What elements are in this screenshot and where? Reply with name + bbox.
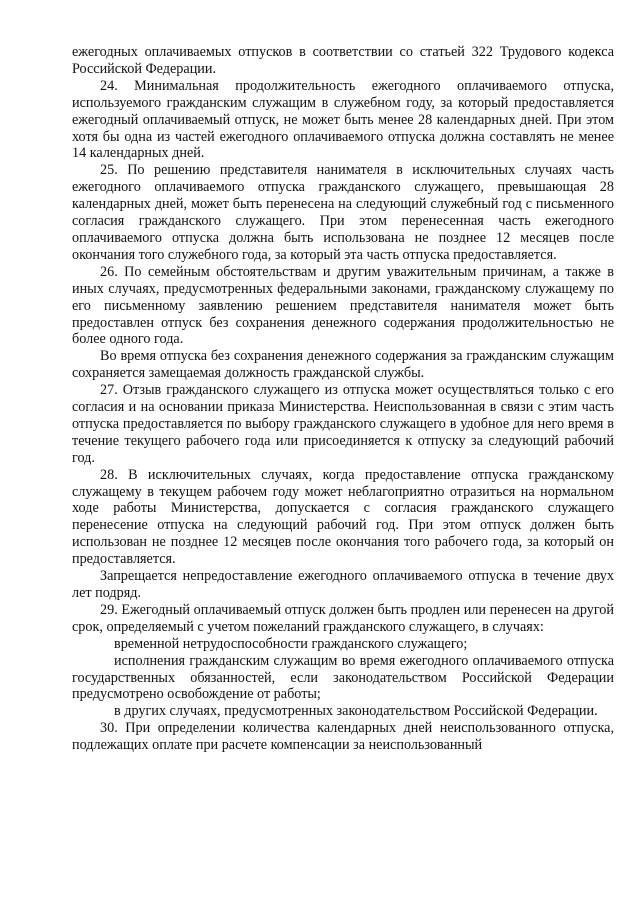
- paragraph-26: 26. По семейным обстоятельствам и другим уважительным причинам, а также в иных случаях, предусмотренных федеральными законами, гражданскому служащему по его письменному заявлению решением представителя нанимателя может быть предоставлен отпуск без сохранения денежного содержания продолжительностью не более одного года.: [72, 263, 614, 348]
- paragraph-29-case-illness: временной нетрудоспособности гражданского служащего;: [114, 635, 468, 652]
- paragraph-29-case-other: в других случаях, предусмотренных законодательством Российской Федерации.: [114, 703, 598, 720]
- paragraph-28: 28. В исключительных случаях, когда предоставление отпуска гражданскому служащему в текущем рабочем году может неблагоприятно отразиться на нормальном ходе работы Министерства, допускается с согласия гражданского служащего перенесение отпуска на следующий рабочий год. При этом отпуск должен быть использован не позднее 12 месяцев после окончания того рабочего года, за который он предоставляется.: [72, 466, 614, 568]
- paragraph-30: 30. При определении количества календарных дней неиспользованного отпуска, подлежащих оплате при расчете компенсации за неиспользованный: [72, 720, 614, 754]
- paragraph-28-prohibition: Запрещается непредоставление ежегодного оплачиваемого отпуска в течение двух лет подряд.: [72, 568, 614, 601]
- document-body: [72, 44, 614, 754]
- paragraph-29-case-duties: исполнения гражданским служащим во время ежегодного оплачиваемого отпуска государственных обязанностей, если законодательством Российской Федерации предусмотрено освобождение от работы;: [72, 652, 614, 703]
- paragraph-continuation: ежегодных оплачиваемых отпусков в соответствии со статьей 322 Трудового кодекса Российской Федерации.: [72, 44, 614, 77]
- paragraph-26-unpaid-leave: Во время отпуска без сохранения денежного содержания за гражданским служащим сохраняется замещаемая должность гражданской службы.: [72, 348, 614, 382]
- paragraph-27: 27. Отзыв гражданского служащего из отпуска может осуществляться только с его согласия и на основании приказа Министерства. Неиспользованная в связи с этим часть отпуска предоставляется по выбору гражданского служащего в удобное для него время в течение текущего рабочего года или присоединяется к отпуску за следующий рабочий год.: [72, 382, 614, 466]
- paragraph-29: 29. Ежегодный оплачиваемый отпуск должен быть продлен или перенесен на другой срок, определяемый с учетом пожеланий гражданского служащего, в случаях:: [72, 601, 614, 635]
- paragraph-25: 25. По решению представителя нанимателя в исключительных случаях часть ежегодного оплачиваемого отпуска гражданского служащего, превышающая 28 календарных дней, может быть перенесена на следующий служебный год с письменного согласия гражданского служащего. При этом перенесенная часть ежегодного оплачиваемого отпуска должна быть использована не позднее 12 месяцев после окончания того служебного года, за который эта часть отпуска предоставляется.: [72, 162, 614, 263]
- paragraph-24: 24. Минимальная продолжительность ежегодного оплачиваемого отпуска, используемого гражданским служащим в служебном году, за который предоставляется ежегодный оплачиваемый отпуск, не может быть менее 28 календарных дней. При этом хотя бы одна из частей ежегодного оплачиваемого отпуска должна составлять не менее 14 календарных дней.: [72, 77, 614, 162]
